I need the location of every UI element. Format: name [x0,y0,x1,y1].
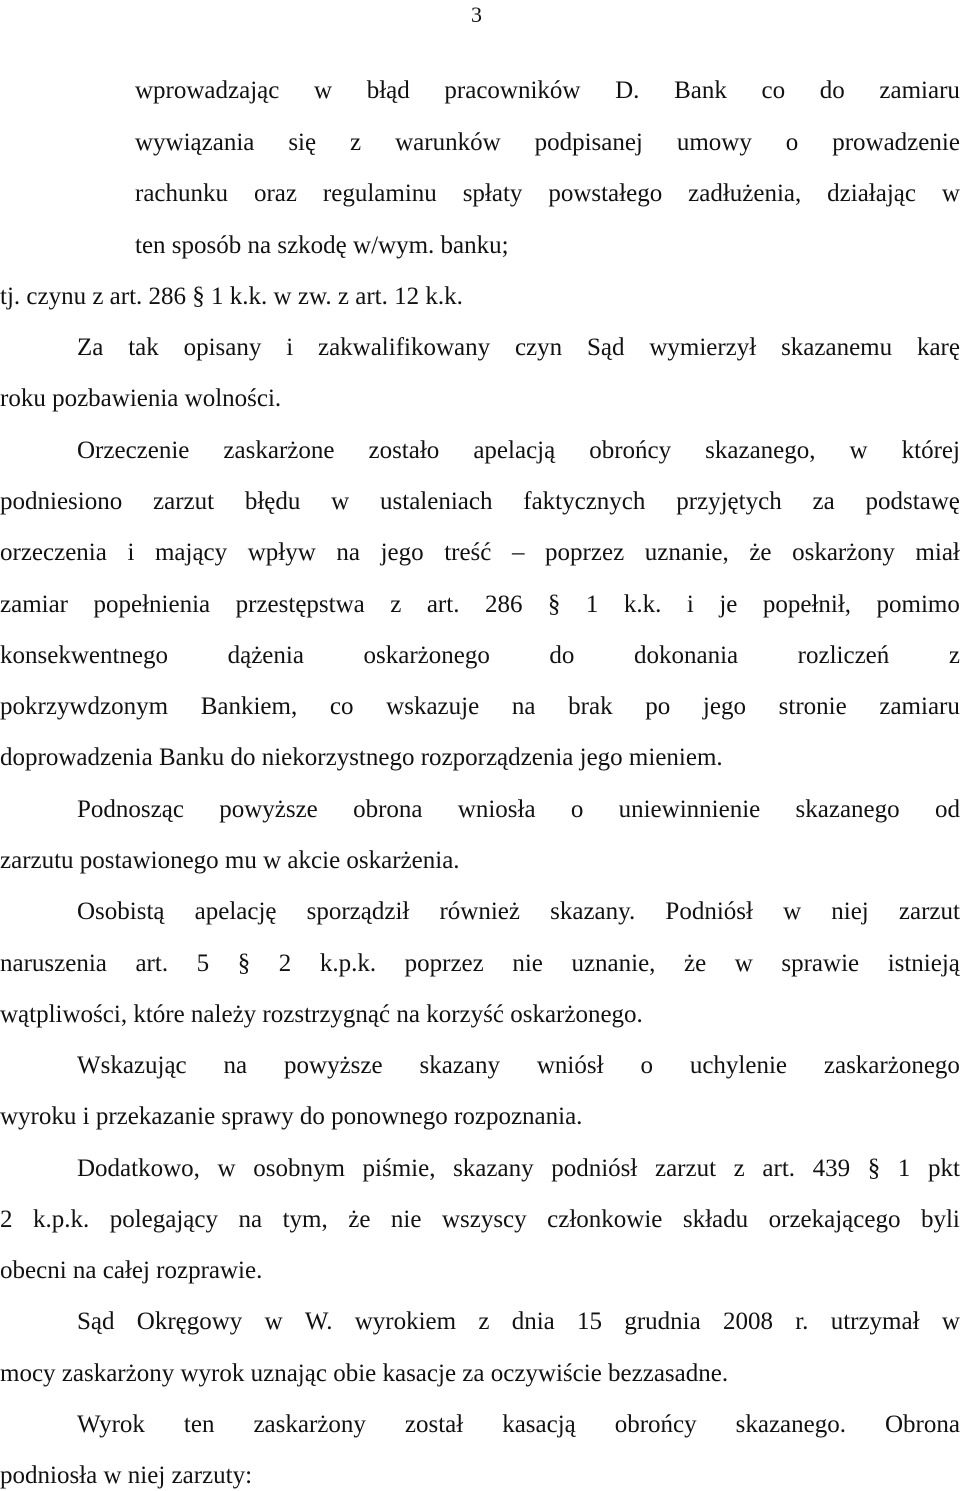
word: pomimo [876,591,960,618]
text-line: wątpliwości, które należy rozstrzygnąć na korzyść oskarżonego. [0,1001,643,1028]
word: w [941,180,960,207]
word: regulaminu [322,180,437,207]
word: zaskarżone [223,437,335,464]
word: Podniósł [665,898,753,925]
word: Dodatkowo, [77,1155,200,1182]
word: 2 [278,950,292,977]
word: rachunku [135,180,229,207]
word: podpisanej [534,129,643,156]
word: apelacją [473,437,556,464]
word: Obrona [885,1411,960,1438]
word: błąd [366,77,410,104]
word: zaskarżonego [823,1052,960,1079]
word: skazany. [550,898,636,925]
word: powyższe [284,1052,383,1079]
word: 2008 [722,1308,773,1335]
word: również [439,898,521,925]
word: 2 [0,1206,13,1233]
word: w [331,488,350,515]
word: istnieją [887,950,960,977]
word: prowadzenie [832,129,960,156]
word: wszyscy [441,1206,527,1233]
word: przyjętych [676,488,782,515]
word: niej [831,898,869,925]
word: nie [390,1206,422,1233]
word: 5 [196,950,210,977]
word: zamiar [0,591,69,618]
word: zakwalifikowany [317,334,491,361]
word: warunków [395,129,501,156]
word: Sąd [77,1308,115,1335]
word: osobnym [253,1155,345,1182]
word: wymierzył [649,334,757,361]
word: zadłużenia, [688,180,802,207]
word: jego [702,693,746,720]
text-line [0,538,960,568]
word: wniósł [536,1052,604,1079]
word: wniosła [457,796,536,823]
word: wpływ [247,539,316,566]
word: zamiaru [879,77,960,104]
word: treść [444,539,492,566]
word: podstawę [865,488,960,515]
word: do [549,642,575,669]
word: sprawie [781,950,860,977]
word: 15 [577,1308,603,1335]
word: z [948,642,960,669]
word: k.p.k. [32,1206,90,1233]
word: brak [568,693,613,720]
word: się [288,129,317,156]
word: powstałego [548,180,663,207]
word: wprowadzając [135,77,280,104]
word: § [547,591,561,618]
word: działając [827,180,916,207]
word: piśmie, [362,1155,436,1182]
word: utrzymał [830,1308,920,1335]
word: faktycznych [523,488,646,515]
text-line: zarzutu postawionego mu w akcie oskarżenia. [0,847,460,874]
word: Za [77,334,104,361]
word: i [286,334,294,361]
word: na [238,1206,263,1233]
text-line [77,1307,960,1337]
word: W. [304,1308,333,1335]
word: tym, [282,1206,328,1233]
word: miał [915,539,960,566]
word: k.k. [623,591,662,618]
word: oraz [253,180,297,207]
word: i [127,539,135,566]
word: Bankiem, [200,693,298,720]
word: obrońcy [614,1411,697,1438]
word: spłaty [462,180,523,207]
word: członkowie [547,1206,663,1233]
word: wywiązania [135,129,255,156]
word: rozliczeń [797,642,890,669]
word: apelację [194,898,277,925]
text-line [77,436,960,466]
text-line [0,1205,960,1235]
text-line [0,487,960,517]
word: w [941,1308,960,1335]
word: w [217,1155,236,1182]
word: sporządził [306,898,410,925]
word: o [785,129,799,156]
word: uznanie, [644,539,729,566]
word: popełnienia [93,591,211,618]
word: – [511,539,525,566]
text-line [135,128,960,158]
word: opisany [183,334,262,361]
text-line [0,641,960,671]
word: że [683,950,707,977]
word: ustaleniach [380,488,493,515]
word: podniesiono [0,488,123,515]
word: skazanego [795,796,900,823]
word: pokrzywdzonym [0,693,169,720]
word: tak [128,334,159,361]
word: dnia [511,1308,555,1335]
word: kasacją [502,1411,576,1438]
word: której [901,437,960,464]
text-line [135,76,960,106]
word: 1 [897,1155,911,1182]
word: za [812,488,835,515]
word: na [336,539,360,566]
text-line: podniosła w niej zarzuty: [0,1462,253,1489]
text-line [77,1051,960,1081]
word: powyższe [219,796,318,823]
word: § [867,1155,881,1182]
word: art. [135,950,169,977]
word: wyrokiem [354,1308,457,1335]
word: oskarżonego [363,642,490,669]
word: skazany [453,1155,534,1182]
word: w [849,437,868,464]
text-line: tj. czynu z art. 286 § 1 k.k. w zw. z art. 12 k.k. [0,283,463,310]
text-line: doprowadzenia Banku do niekorzystnego rozporządzenia jego mieniem. [0,744,723,771]
word: składu [682,1206,749,1233]
text-line [77,1154,960,1184]
word: skazanemu [781,334,893,361]
word: zarzut [153,488,215,515]
word: co [329,693,354,720]
word: obrona [353,796,423,823]
word: i [686,591,694,618]
word: art. [426,591,460,618]
word: skazanego, [705,437,816,464]
word: byli [920,1206,960,1233]
word: na [223,1052,248,1079]
word: uniewinnienie [618,796,761,823]
word: od [934,796,960,823]
word: D. [615,77,640,104]
word: po [645,693,671,720]
word: skazany [419,1052,500,1079]
text-line [135,179,960,209]
word: § [237,950,251,977]
word: polegający [109,1206,218,1233]
word: jego [380,539,424,566]
word: uznanie, [571,950,656,977]
word: orzekającego [768,1206,901,1233]
word: Podnosząc [77,796,184,823]
word: o [640,1052,653,1079]
word: wskazuje [386,693,480,720]
word: na [511,693,536,720]
word: zamiaru [879,693,960,720]
text-line: mocy zaskarżony wyrok uznając obie kasacje za oczywiście bezzasadne. [0,1360,729,1387]
word: karę [916,334,960,361]
word: w [783,898,802,925]
word: konsekwentnego [0,642,169,669]
word: k.p.k. [319,950,377,977]
word: je [719,591,738,618]
word: zarzut [898,898,960,925]
word: Sąd [586,334,625,361]
word: z [390,591,402,618]
text-line [77,795,960,825]
page-number: 3 [471,2,482,27]
word: mający [154,539,228,566]
text-line: obecni na całej rozprawie. [0,1257,263,1284]
text-line: roku pozbawienia wolności. [0,385,282,412]
word: zostało [368,437,440,464]
word: uchylenie [689,1052,787,1079]
word: w [314,77,333,104]
text-line [0,949,960,979]
word: pkt [928,1155,960,1182]
word: co [761,77,786,104]
word: błędu [244,488,301,515]
word: o [570,796,584,823]
text-line [77,897,960,927]
word: przestępstwa [235,591,365,618]
text-line [77,1410,960,1440]
word: Orzeczenie [77,437,190,464]
word: zaskarżony [253,1411,366,1438]
word: dążenia [227,642,304,669]
word: pracowników [444,77,581,104]
text-line [77,333,960,363]
word: z [733,1155,745,1182]
word: z [478,1308,490,1335]
word: orzeczenia [0,539,107,566]
word: z [350,129,362,156]
word: 1 [585,591,599,618]
word: Osobistą [77,898,165,925]
text-line: wyroku i przekazanie sprawy do ponownego rozpoznania. [0,1103,583,1130]
word: został [404,1411,464,1438]
word: w [264,1308,283,1335]
word: 286 [484,591,523,618]
word: obrońcy [589,437,672,464]
word: popełnił, [762,591,852,618]
word: Okręgowy [136,1308,243,1335]
word: umowy [676,129,752,156]
text-line: ten sposób na szkodę w/wym. banku; [135,232,509,259]
word: nie [512,950,543,977]
word: grudnia [624,1308,701,1335]
word: Wskazując [77,1052,187,1079]
word: czyn [514,334,563,361]
word: oskarżony [792,539,895,566]
text-line [0,692,960,722]
word: skazanego. [735,1411,847,1438]
word: dokonania [633,642,739,669]
word: do [819,77,845,104]
word: art. [762,1155,796,1182]
word: podniósł [551,1155,638,1182]
word: poprzez [545,539,625,566]
word: Wyrok [77,1411,145,1438]
word: stronie [778,693,847,720]
word: że [749,539,772,566]
word: zarzut [654,1155,717,1182]
word: ten [183,1411,215,1438]
word: 439 [812,1155,851,1182]
word: r. [795,1308,809,1335]
word: poprzez [404,950,484,977]
word: naruszenia [0,950,107,977]
text-line [0,590,960,620]
word: w [734,950,753,977]
word: Bank [674,77,727,104]
word: że [348,1206,371,1233]
